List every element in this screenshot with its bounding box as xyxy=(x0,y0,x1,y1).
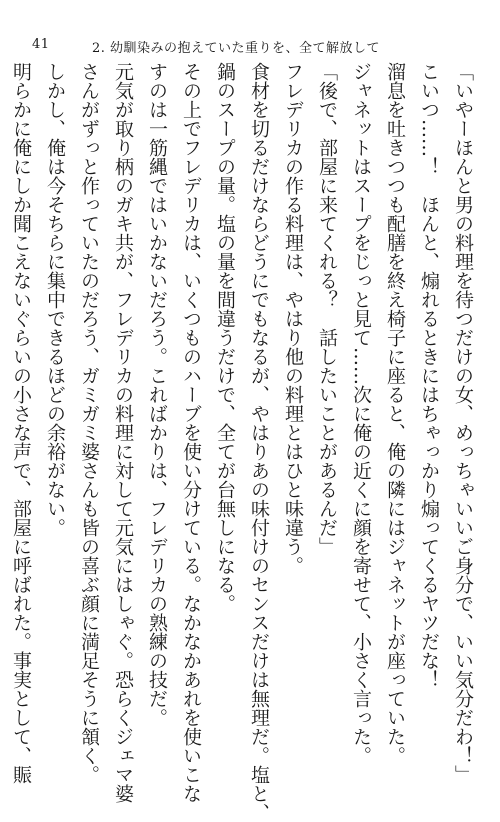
text-line: こいつ……！ ほんと、煽れるときにはちゃっかり煽ってくるヤツだな！ xyxy=(418,62,440,689)
text-line: その上でフレデリカは、いくつものハーブを使い分けている。なかなかあれを使いこな xyxy=(180,62,202,803)
text-line: 元気が取り柄のガキ共が、フレデリカの料理に対して元気にはしゃぐ。恐らくジェマ婆 xyxy=(112,62,134,803)
text-line: しかし、俺は今そちらに集中できるほどの余裕がない。 xyxy=(44,62,66,537)
text-line: すのは一筋縄ではいかないだろう。こればかりは、フレデリカの熟練の技だ。 xyxy=(146,62,168,727)
page-number: 41 xyxy=(32,37,50,52)
text-line: 鍋のスープの量。塩の量を間違うだけで、全てが台無しになる。 xyxy=(214,62,236,613)
text-line: 明らかに俺にしか聞こえないぐらいの小さな声で、部屋に呼ばれた。事実として、賑 xyxy=(10,62,32,784)
text-line: 「いやーほんと男の料理を待つだけの女、めっちゃいいご身分で、いい気分だわ！」 xyxy=(452,62,474,784)
text-line: ジャネットはスープをじっと見て……次に俺の近くに顔を寄せて、小さく言った。 xyxy=(350,62,372,765)
chapter-title: 2. 幼馴染みの抱えていた重りを、全て解放して xyxy=(92,41,381,56)
page-header xyxy=(32,37,472,57)
text-line: 「後で、部屋に来てくれる？ 話したいことがあるんだ」 xyxy=(316,62,338,556)
body-text xyxy=(10,62,480,822)
text-line: 食材を切るだけならどうにでもなるが、やはりあの味付けのセンスだけは無理だ。塩と、 xyxy=(248,62,270,822)
text-line: 溜息を吐きつつも配膳を終え椅子に座ると、俺の隣にはジャネットが座っていた。 xyxy=(384,62,406,765)
text-line: フレデリカの作る料理は、やはり他の料理とはひと味違う。 xyxy=(282,62,304,575)
text-line: さんがずっと作っていたのだろう、ガミガミ婆さんも皆の喜ぶ顔に満足そうに頷く。 xyxy=(78,62,100,784)
